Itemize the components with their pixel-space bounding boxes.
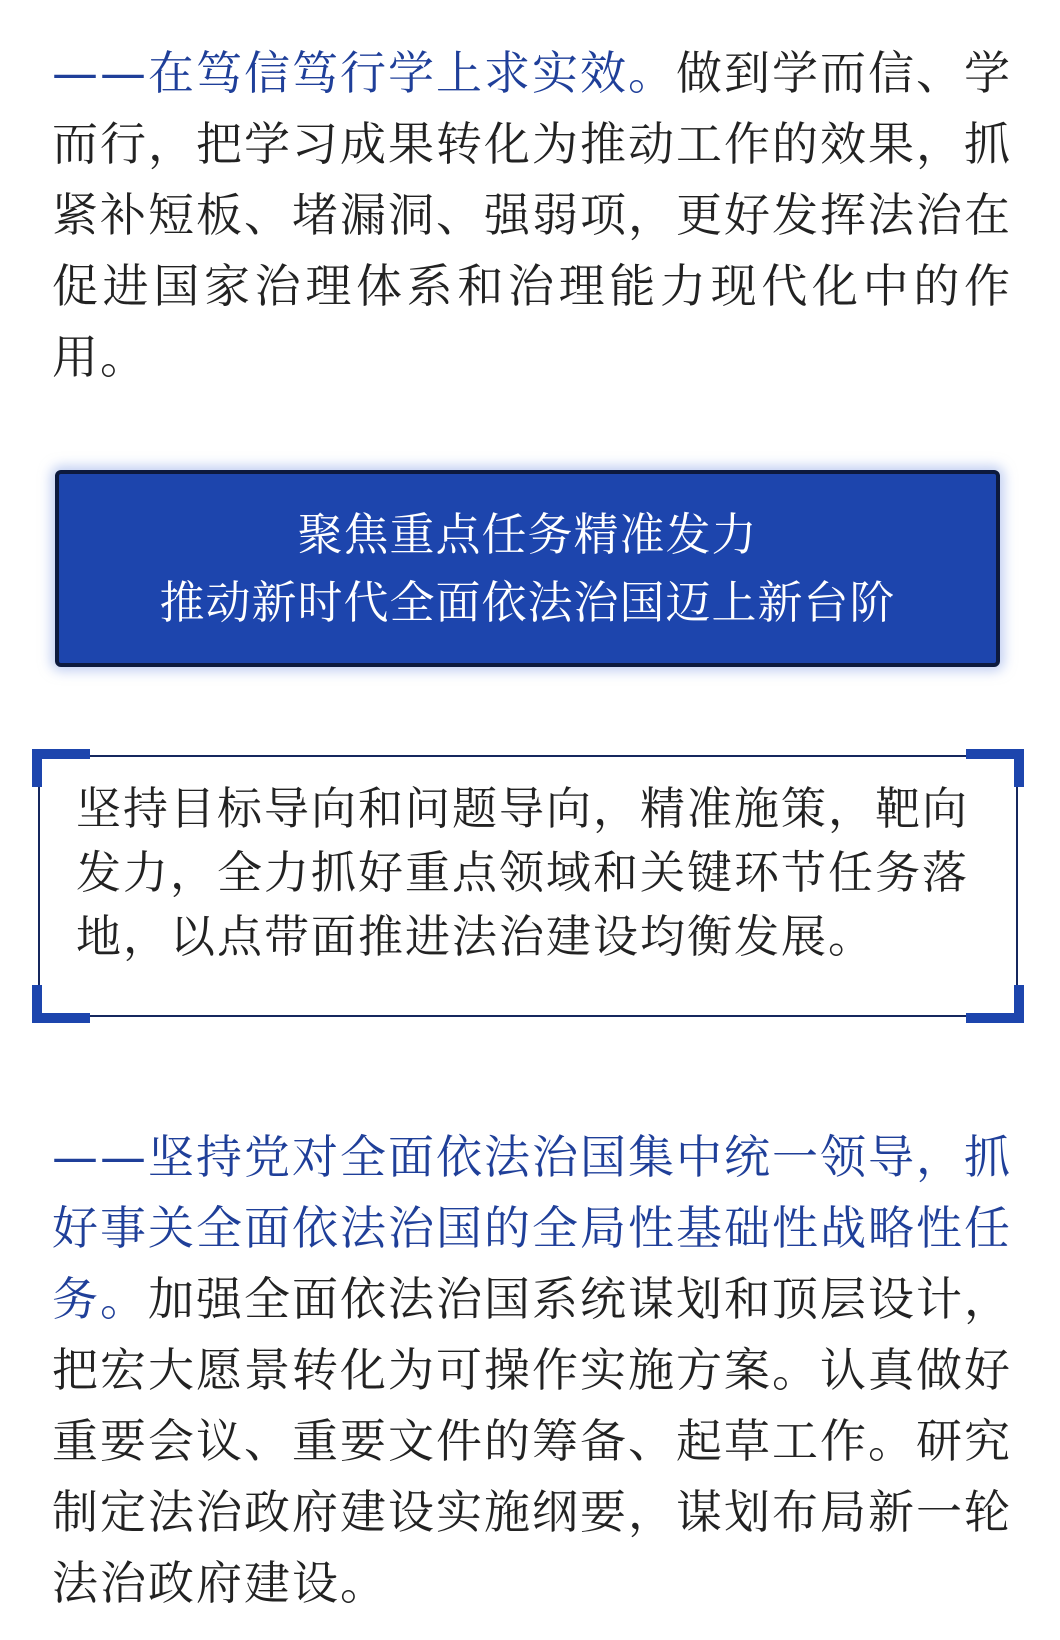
paragraph-body: 做到学而信、学而行，把学习成果转化为推动工作的效果，抓紧补短板、堵漏洞、强弱项，更好发挥法治在促进国家治理体系和治理能力现代化中的作用。 (52, 46, 1012, 384)
paragraph-body: 加强全面依法治国系统谋划和顶层设计，把宏大愿景转化为可操作实施方案。认真做好重要会议、重要文件的筹备、起草工作。研究制定法治政府建设实施纲要，谋划布局新一轮法治政府建设。 (52, 1272, 1012, 1610)
paragraph-lead-heading: ——坚持党对全面依法治国集中统一领导，抓好事关全面依法治国的全局性基础性战略性任务。 (52, 1130, 1012, 1326)
corner-bracket-decoration (966, 985, 1024, 1023)
banner-title-line-1: 聚焦重点任务精准发力 (297, 507, 758, 561)
corner-bracket-decoration (32, 985, 90, 1023)
paragraph-study-practice (52, 38, 1012, 393)
framed-summary-text: 坚持目标导向和问题导向，精准施策，靶向发力，全力抓好重点领域和关键环节任务落地，以点带面推进法治建设均衡发展。 (76, 782, 970, 963)
banner-title-line-2: 推动新时代全面依法治国迈上新台阶 (159, 575, 896, 629)
paragraph-party-leadership (52, 1122, 1012, 1619)
paragraph-lead-heading: ——在笃信笃行学上求实效。 (52, 46, 676, 100)
section-heading-banner (55, 470, 1000, 667)
framed-summary-box (38, 755, 1018, 1017)
